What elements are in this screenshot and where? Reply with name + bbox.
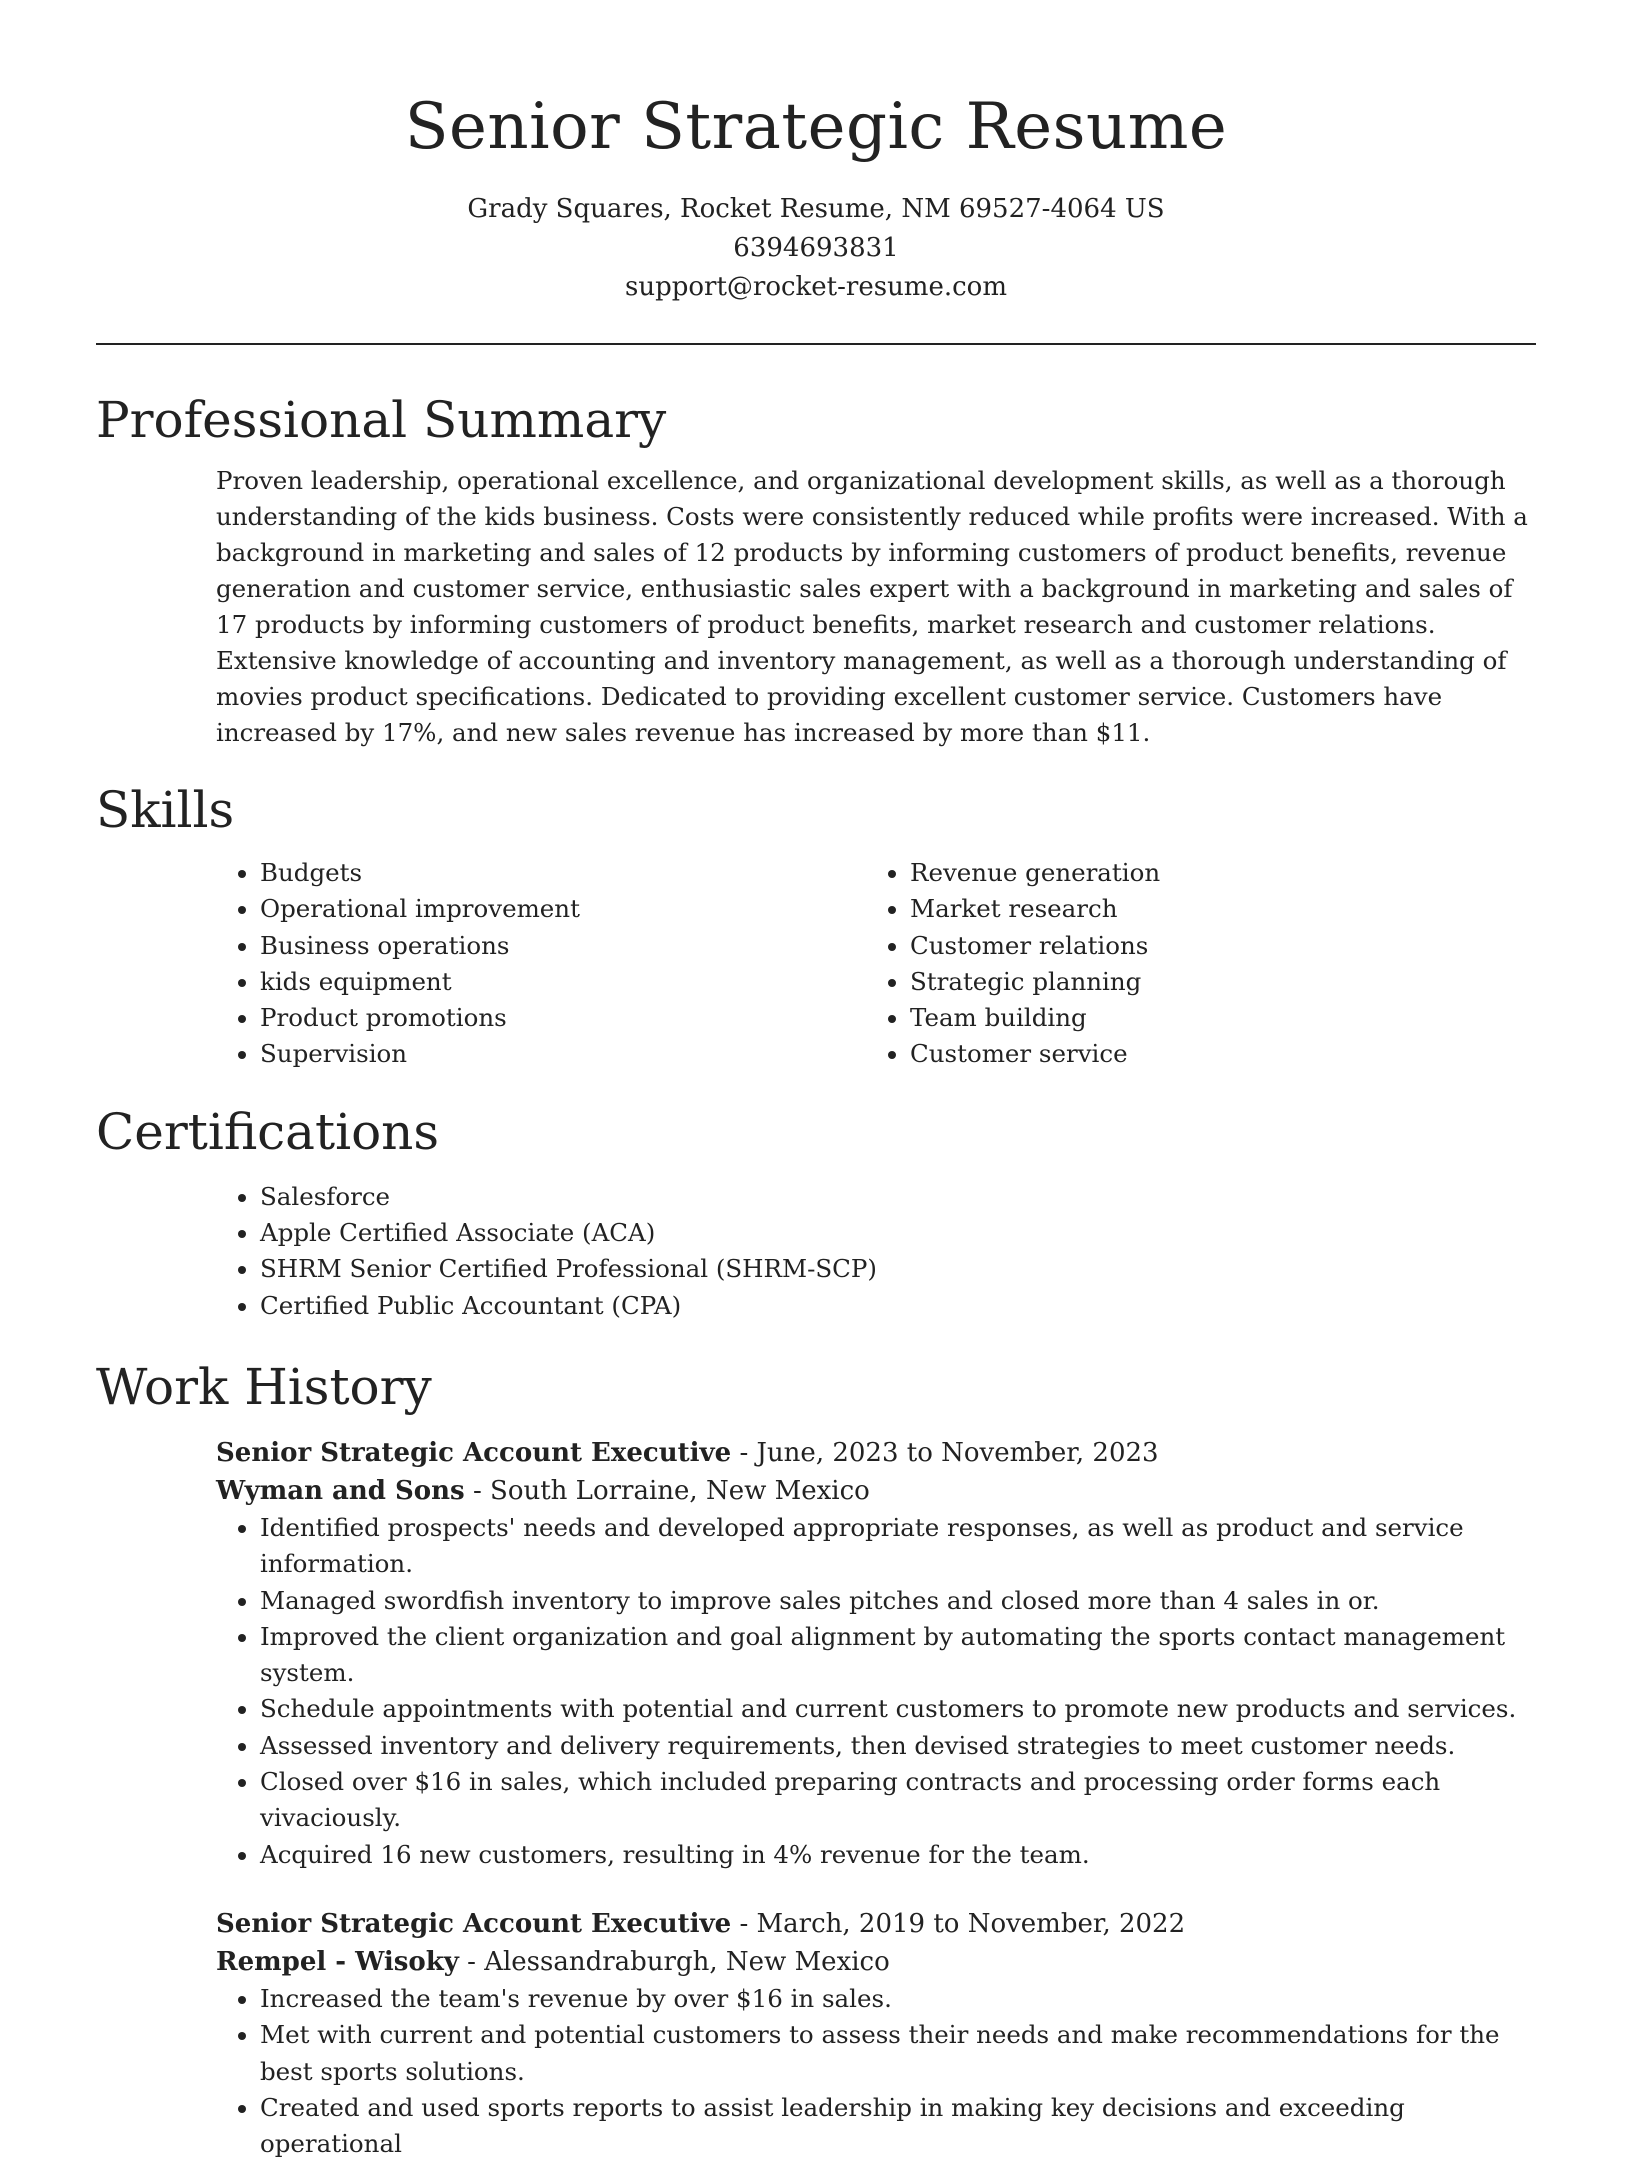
job-duty: • Closed over $16 in sales, which included preparing contracts and processing order forms each vivaciously. xyxy=(260,1764,1536,1837)
job-dates: - June, 2023 to November, 2023 xyxy=(731,1437,1159,1468)
skill-item: • Market research xyxy=(910,891,1536,927)
skills-grid xyxy=(216,855,1536,1073)
header-divider xyxy=(96,343,1536,345)
certification-item: • Certified Public Accountant (CPA) xyxy=(260,1288,1536,1324)
contact-block xyxy=(0,190,1632,307)
certification-item: • Salesforce xyxy=(260,1179,1536,1215)
job-duties-list xyxy=(216,1510,1536,1873)
contact-email: support@rocket-resume.com xyxy=(624,272,1007,302)
skills-list-left xyxy=(216,855,866,1073)
certifications-block xyxy=(216,1179,1536,1324)
job-duty: • Identified prospects' needs and developed appropriate responses, as well as product and service information. xyxy=(260,1510,1536,1583)
skills-list-right xyxy=(866,855,1536,1073)
job-company: Rempel - Wisoky xyxy=(216,1946,459,1977)
job-duty: • Managed swordfish inventory to improve sales pitches and closed more than 4 sales in or. xyxy=(260,1583,1536,1619)
job-duty: • Assessed inventory and delivery requirements, then devised strategies to meet customer needs. xyxy=(260,1728,1536,1764)
job-dates: - March, 2019 to November, 2022 xyxy=(731,1908,1186,1939)
skill-item: • Team building xyxy=(910,1000,1536,1036)
resume-header xyxy=(0,0,1632,307)
skill-item: • Supervision xyxy=(260,1036,866,1072)
skill-item: • Operational improvement xyxy=(260,891,866,927)
skill-item: • kids equipment xyxy=(260,964,866,1000)
resume-title: Senior Strategic Resume xyxy=(404,90,1228,164)
job-company: Wyman and Sons xyxy=(216,1475,465,1506)
skill-item: • Business operations xyxy=(260,928,866,964)
job-duty: • Schedule appointments with potential and current customers to promote new products and services. xyxy=(260,1691,1536,1727)
job-entry xyxy=(216,1434,1536,1873)
skill-item: • Revenue generation xyxy=(910,855,1536,891)
job-duty: • Met with current and potential customers to assess their needs and make recommendations for the best sports solutions. xyxy=(260,2017,1536,2090)
job-entry xyxy=(216,1905,1536,2162)
job-location: - Alessandraburgh, New Mexico xyxy=(458,1946,890,1977)
job-duty: • Improved the client organization and goal alignment by automating the sports contact management system. xyxy=(260,1619,1536,1692)
job-title: Senior Strategic Account Executive xyxy=(216,1908,732,1939)
job-duty: • Created and used sports reports to assist leadership in making key decisions and exceeding operational xyxy=(260,2090,1536,2162)
work-history-heading: Work History xyxy=(96,1357,432,1416)
contact-phone: 6394693831 xyxy=(733,233,899,263)
certifications-heading: Certifications xyxy=(96,1102,440,1161)
skill-item: • Customer service xyxy=(910,1036,1536,1072)
skills-heading: Skills xyxy=(96,781,235,839)
skill-item: • Strategic planning xyxy=(910,964,1536,1000)
job-duty: • Acquired 16 new customers, resulting in 4% revenue for the team. xyxy=(260,1837,1536,1873)
job-title: Senior Strategic Account Executive xyxy=(216,1437,732,1468)
certifications-list xyxy=(216,1179,1536,1324)
skill-item: • Budgets xyxy=(260,855,866,891)
summary-text: Proven leadership, operational excellence, and organizational development skills, as well as a thorough understanding of the kids business. Costs were consistently reduced while profits were increased. With a background in marketing and sales of 12 products by informing customers of product benefits, revenue generation and customer service, enthusiastic sales expert with a background in marketing and sales of 17 products by informing customers of product benefits, market research and customer relations. Extensive knowledge of accounting and inventory management, as well as a thorough understanding of movies product specifications. Dedicated to providing excellent customer service. Customers have increased by 17%, and new sales revenue has increased by more than $11. xyxy=(216,466,1528,747)
summary-heading: Professional Summary xyxy=(96,391,667,449)
skill-item: • Customer relations xyxy=(910,928,1536,964)
job-company-line xyxy=(216,1943,1536,1981)
skill-item: • Product promotions xyxy=(260,1000,866,1036)
job-company-line xyxy=(216,1472,1536,1510)
job-title-line xyxy=(216,1905,1536,1943)
certification-item: • SHRM Senior Certified Professional (SHRM-SCP) xyxy=(260,1251,1536,1287)
certification-item: • Apple Certified Associate (ACA) xyxy=(260,1215,1536,1251)
job-location: - South Lorraine, New Mexico xyxy=(464,1475,870,1506)
job-duties-list xyxy=(216,1981,1536,2162)
job-duty: • Increased the team's revenue by over $16 in sales. xyxy=(260,1981,1536,2017)
job-title-line xyxy=(216,1434,1536,1472)
contact-address: Grady Squares, Rocket Resume, NM 69527-4064 US xyxy=(467,194,1165,224)
